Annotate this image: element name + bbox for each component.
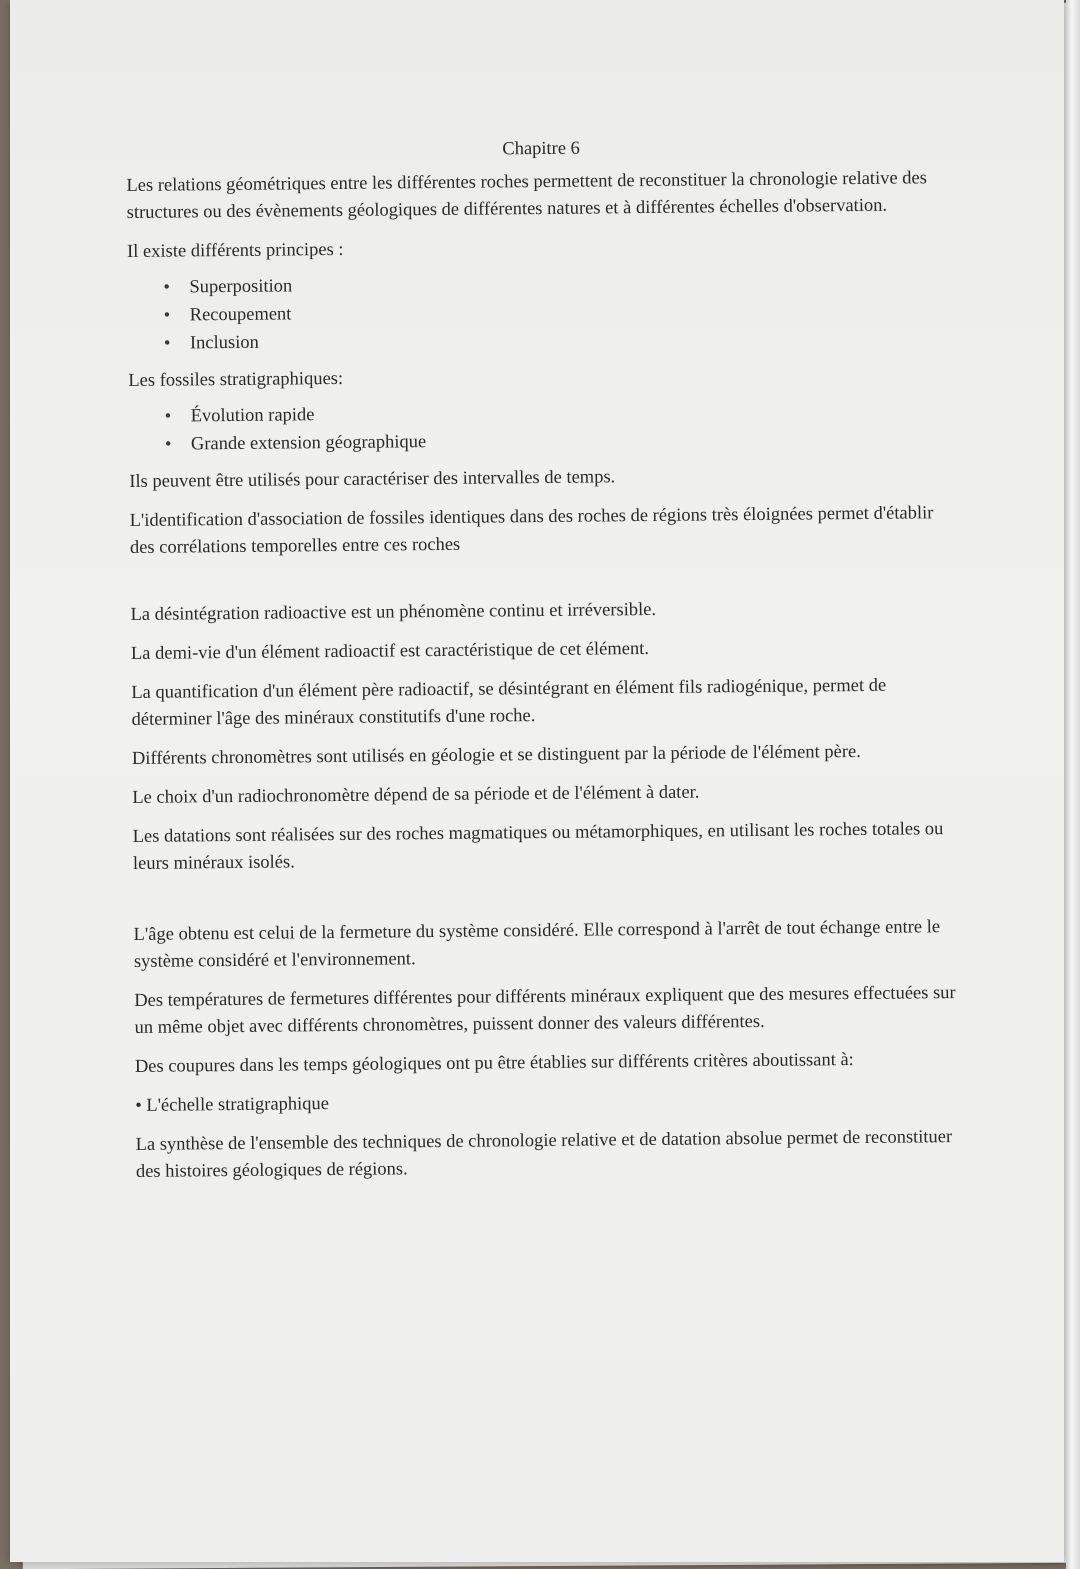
closure-age-paragraph: L'âge obtenu est celui de la fermeture du système considéré. Elle correspond à l'arrêt de tout échange entre le système considéré et l'environnement. — [133, 917, 941, 972]
closure-temperatures-paragraph: Des températures de fermetures différentes pour différents minéraux expliquent que des mesures effectuées sur un même objet avec différents chronomètres, puissent donner des valeurs différentes. — [134, 983, 956, 1038]
intro-paragraph: Les relations géométriques entre les différentes roches permettent de reconstituer la chronologie relative des structures ou des évènements géologiques de différentes natures et à différentes échelles d'observation. — [126, 168, 928, 223]
time-divisions-paragraph: Des coupures dans les temps géologiques ont pu être établies sur différents critères aboutissant à: — [134, 1050, 854, 1077]
datations-paragraph: Les datations sont réalisées sur des roches magmatiques ou métamorphiques, en utilisant les roches totales ou leurs minéraux isolés. — [132, 819, 944, 874]
list-item: • Inclusion — [164, 322, 958, 358]
list-item: • Grande extension géographique — [165, 423, 959, 459]
page-title: Chapitre 6 — [502, 138, 580, 160]
list-item: • Recoupement — [164, 294, 958, 330]
radiochronometer-paragraph: Le choix d'un radiochronomètre dépend de sa période et de l'élément à dater. — [132, 782, 700, 808]
page-stack-edge — [1066, 0, 1080, 1569]
fossils-list — [129, 395, 959, 459]
synthesis-paragraph: La synthèse de l'ensemble des techniques de chronologie relative et de datation absolue permet de reconstituer des histoires géologiques de régions. — [135, 1127, 953, 1182]
half-life-paragraph: La demi-vie d'un élément radioactif est caractéristique de cet élément. — [130, 639, 650, 664]
correlation-paragraph: L'identification d'association de fossiles identiques dans des roches de régions très éloignées permet d'établir des corrélations temporelles entre ces roches — [129, 503, 934, 558]
radioactive-paragraph: La désintégration radioactive est un phénomène continu et irréversible. — [130, 599, 657, 625]
fossils-heading: Les fossiles stratigraphiques: — [128, 368, 344, 391]
fossils-use-paragraph: Ils peuvent être utilisés pour caractériser des intervalles de temps. — [129, 467, 616, 492]
list-item: • Évolution rapide — [165, 395, 959, 431]
principles-list — [127, 266, 958, 358]
list-item: • Superposition — [163, 266, 957, 302]
quantification-paragraph: La quantification d'un élément père radioactif, se désintégrant en élément fils radiogénique, permet de déterminer l'âge des minéraux constitutifs d'une roche. — [131, 675, 887, 730]
document-body — [126, 132, 966, 1198]
stratigraphic-scale-item: • L'échelle stratigraphique — [135, 1094, 330, 1116]
principles-heading: Il existe différents principes : — [126, 239, 344, 262]
chronometers-paragraph: Différents chronomètres sont utilisés en géologie et se distinguent par la période de l'élément père. — [131, 741, 861, 769]
